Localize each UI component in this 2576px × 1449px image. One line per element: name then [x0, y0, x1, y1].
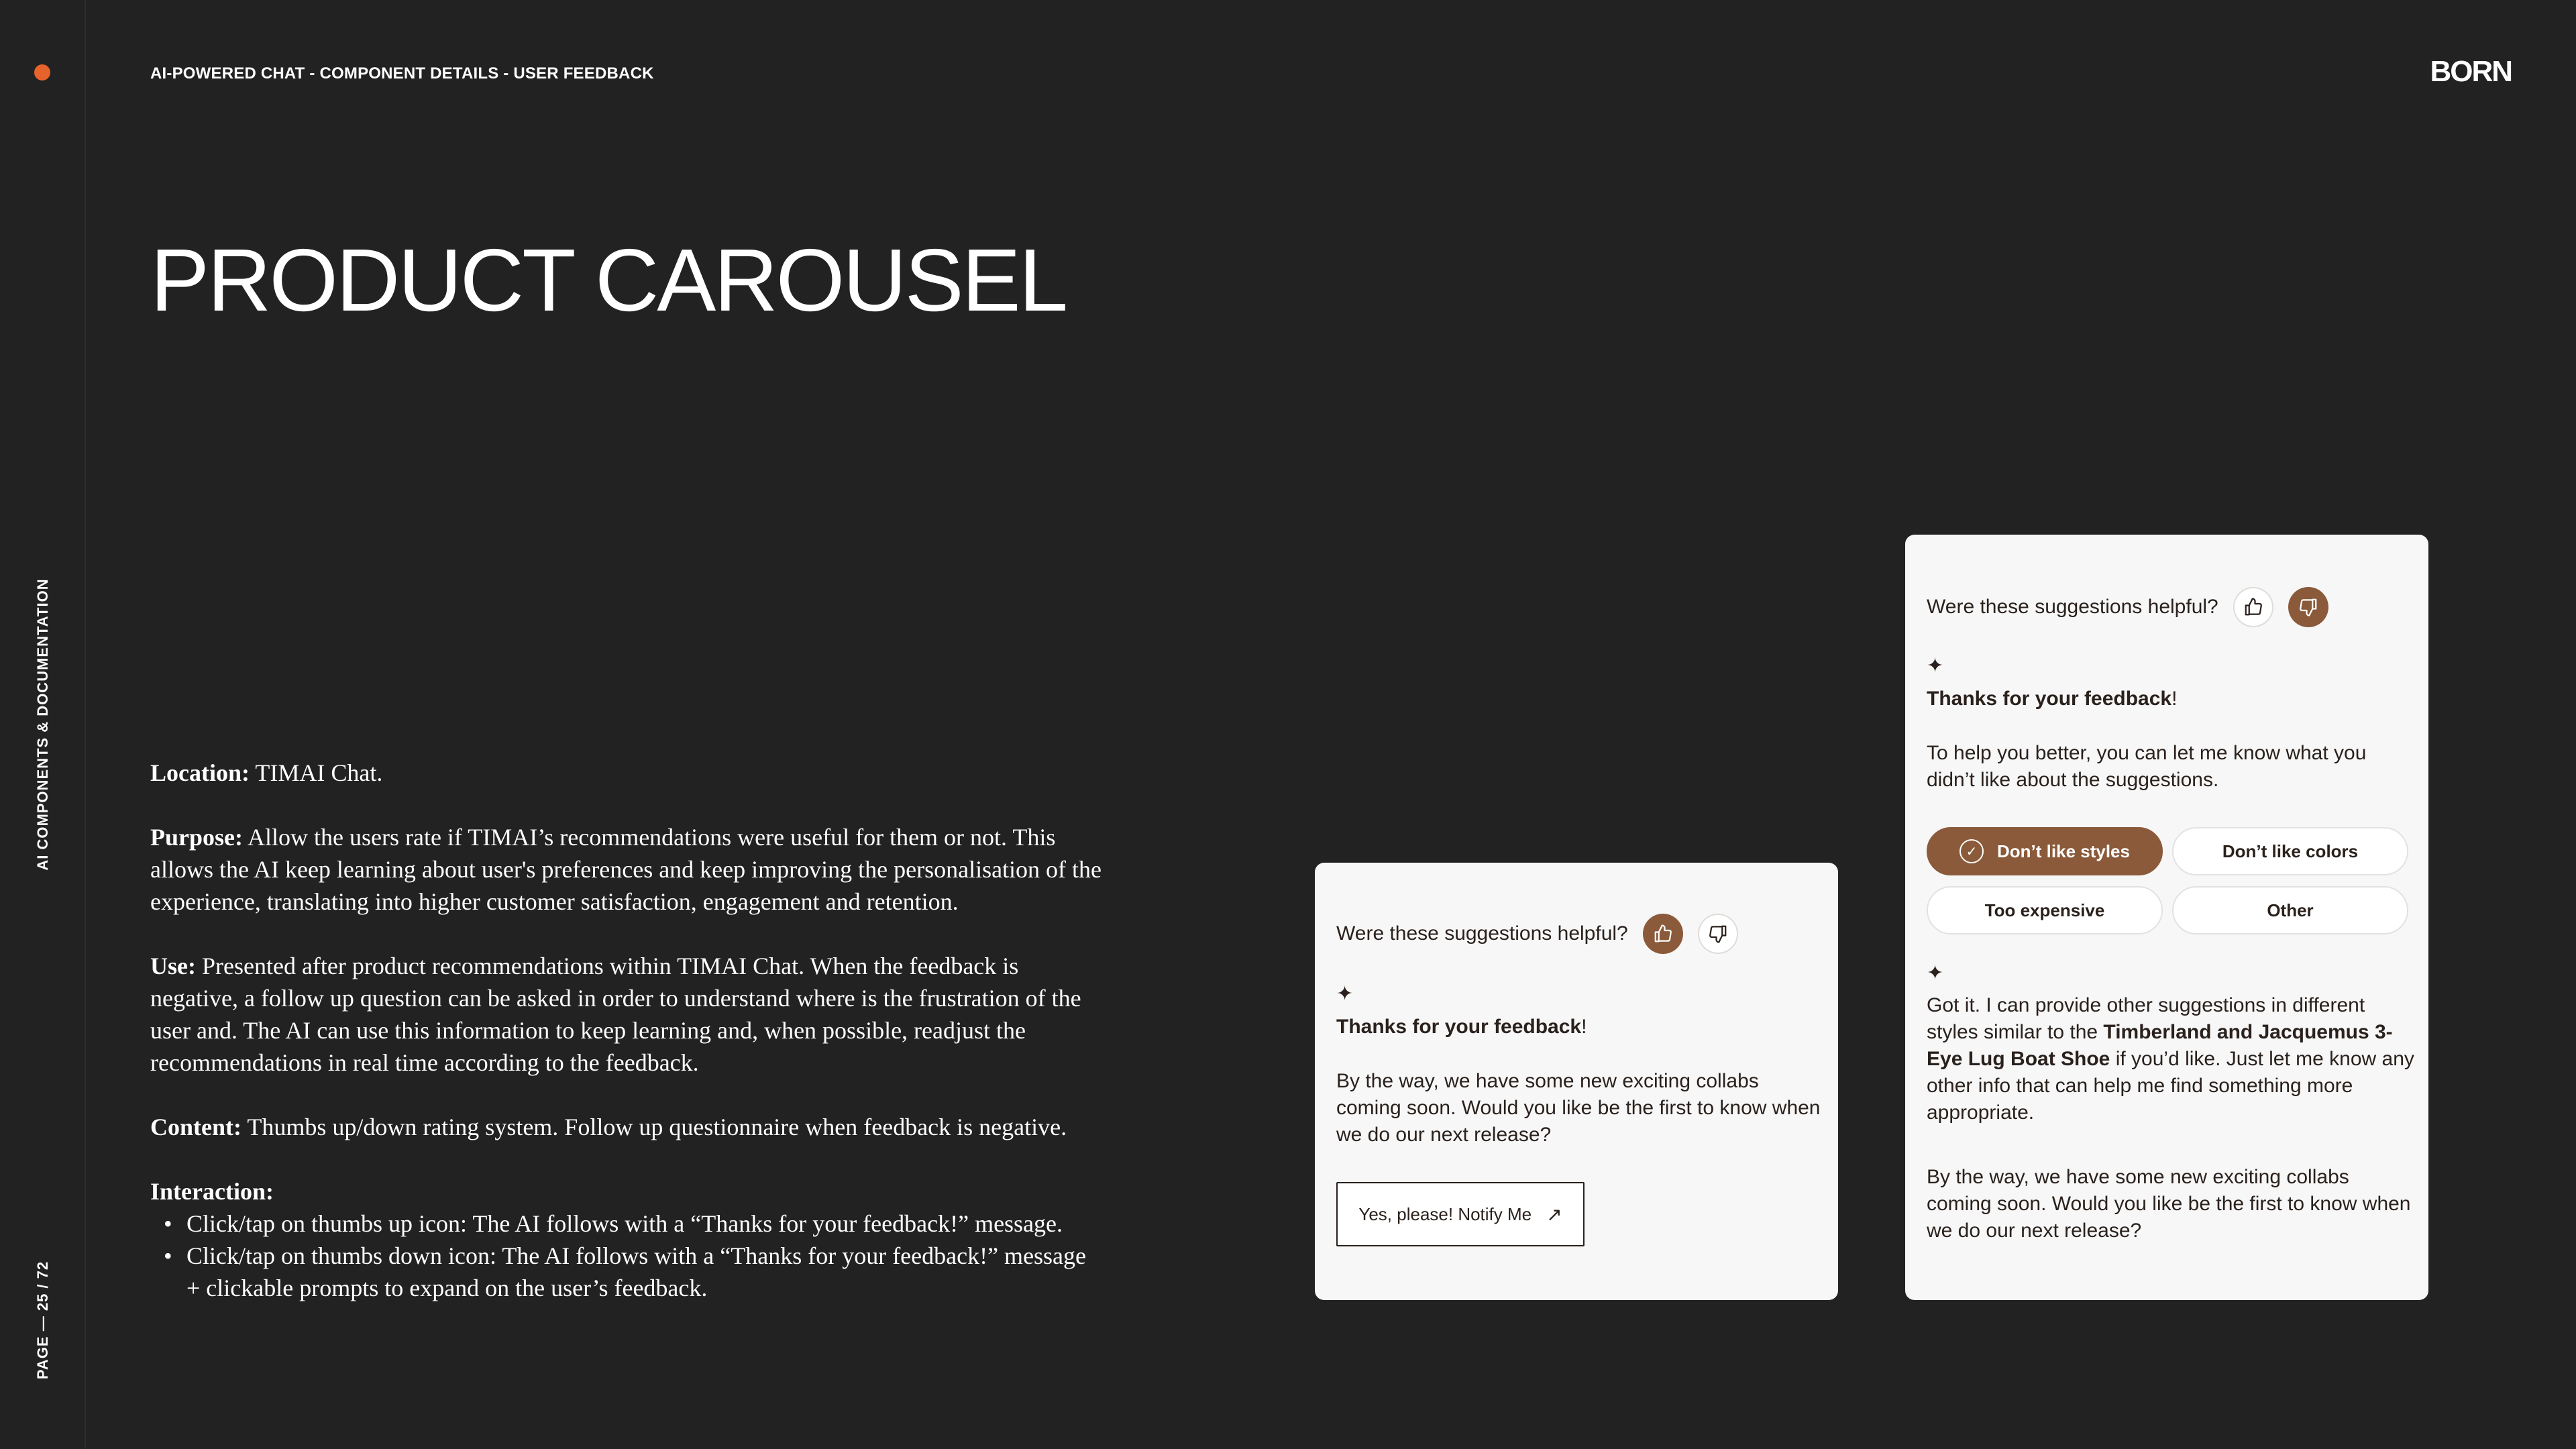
- feedback-question: Were these suggestions helpful?: [1336, 922, 1628, 945]
- interaction-section: [150, 1175, 1103, 1304]
- page-number: PAGE — 25 / 72: [34, 1260, 51, 1380]
- location-paragraph: [150, 757, 1103, 789]
- interaction-list: [150, 1208, 1103, 1304]
- use-label: Use:: [150, 953, 196, 979]
- location-text: TIMAI Chat.: [250, 759, 383, 786]
- chip-dont-like-styles[interactable]: [1927, 827, 2163, 875]
- sparkle-icon: ✦: [1336, 983, 1354, 1005]
- thanks-bold: Thanks for your feedback: [1927, 688, 2172, 710]
- feedback-card-positive: [1315, 863, 1838, 1300]
- thanks-suffix: !: [2171, 688, 2178, 710]
- status-dot: [34, 64, 50, 80]
- chip-dont-like-colors[interactable]: [2172, 827, 2408, 875]
- thumbs-down-icon[interactable]: [2288, 587, 2328, 627]
- notify-me-label: Yes, please! Notify Me: [1358, 1203, 1532, 1224]
- purpose-paragraph: [150, 821, 1103, 918]
- left-rail: [0, 0, 86, 1449]
- notify-me-button[interactable]: [1336, 1182, 1585, 1246]
- use-text: Presented after product recommendations within TIMAI Chat. When the feedback is negative, a follow up question can be asked in order to understand where is the frustration of the user and. The AI can use this information to keep learning and, when possible, readjust the recommendations in real time according to the feedback.: [150, 953, 1081, 1076]
- interaction-label: Interaction:: [150, 1178, 274, 1205]
- thanks-message: [1927, 688, 2177, 710]
- checkmark-icon: ✓: [1960, 839, 1984, 863]
- feedback-question-row: [1336, 914, 1753, 954]
- reply-text: Got it. I can provide other suggestions in different styles similar to the: [1927, 994, 2365, 1043]
- purpose-label: Purpose:: [150, 824, 243, 851]
- purpose-text: Allow the users rate if TIMAI’s recommendations were useful for them or not. This allows the AI keep learning about user's preferences and keep improving the personalisation of the experience, translating into higher customer satisfaction, engagement and retention.: [150, 824, 1102, 915]
- thumbs-down-icon[interactable]: [1698, 914, 1738, 954]
- thanks-message: [1336, 1016, 1587, 1038]
- feedback-card-negative: [1905, 535, 2428, 1300]
- brand-logo: BORN: [2430, 55, 2512, 88]
- thumbs-up-icon[interactable]: [2233, 587, 2273, 627]
- list-item: • Click/tap on thumbs up icon: The AI follows with a “Thanks for your feedback!” message.: [164, 1208, 1103, 1240]
- feedback-question: Were these suggestions helpful?: [1927, 596, 2218, 618]
- release-message: By the way, we have some new exciting collabs coming soon. Would you like be the first to know when we do our next release?: [1336, 1070, 1821, 1146]
- chip-label: Other: [2267, 900, 2314, 920]
- chip-label: Don’t like styles: [1997, 841, 2130, 861]
- page-title: PRODUCT CAROUSEL: [150, 231, 1067, 329]
- reply-text: if you’d like. Just let me know any other info that can help me find something more appropriate.: [1927, 1048, 2414, 1124]
- location-label: Location:: [150, 759, 250, 786]
- chip-label: Don’t like colors: [2222, 841, 2359, 861]
- content-label: Content:: [150, 1114, 241, 1140]
- release-message: By the way, we have some new exciting collabs coming soon. Would you like be the first to know when we do our next release?: [1927, 1166, 2411, 1242]
- ai-reply: [1927, 992, 2416, 1126]
- chip-too-expensive[interactable]: [1927, 886, 2163, 934]
- sparkle-icon: ✦: [1927, 655, 1944, 677]
- use-paragraph: [150, 950, 1103, 1079]
- chip-other[interactable]: [2172, 886, 2408, 934]
- product-name: Timberland and Jacquemus 3-Eye Lug Boat Shoe: [1927, 1021, 2393, 1070]
- chip-label: Too expensive: [1984, 900, 2105, 920]
- component-description: [150, 757, 1103, 1304]
- content-paragraph: [150, 1111, 1103, 1143]
- section-label: AI COMPONENTS & DOCUMENTATION: [34, 578, 51, 871]
- arrow-up-right-icon: ↗: [1546, 1203, 1562, 1225]
- thanks-suffix: !: [1581, 1016, 1587, 1038]
- list-item: • Click/tap on thumbs down icon: The AI follows with a “Thanks for your feedback!” message + clickable prompts to expand on the user’s feedback.: [164, 1240, 1103, 1304]
- thumbs-up-icon[interactable]: [1643, 914, 1683, 954]
- content-text: Thumbs up/down rating system. Follow up questionnaire when feedback is negative.: [241, 1114, 1067, 1140]
- breadcrumb: AI-POWERED CHAT - COMPONENT DETAILS - USER FEEDBACK: [150, 64, 654, 83]
- followup-question: To help you better, you can let me know what you didn’t like about the suggestions.: [1927, 742, 2367, 791]
- sparkle-icon: ✦: [1927, 962, 1944, 984]
- thanks-bold: Thanks for your feedback: [1336, 1016, 1582, 1038]
- feedback-question-row: [1927, 587, 2343, 627]
